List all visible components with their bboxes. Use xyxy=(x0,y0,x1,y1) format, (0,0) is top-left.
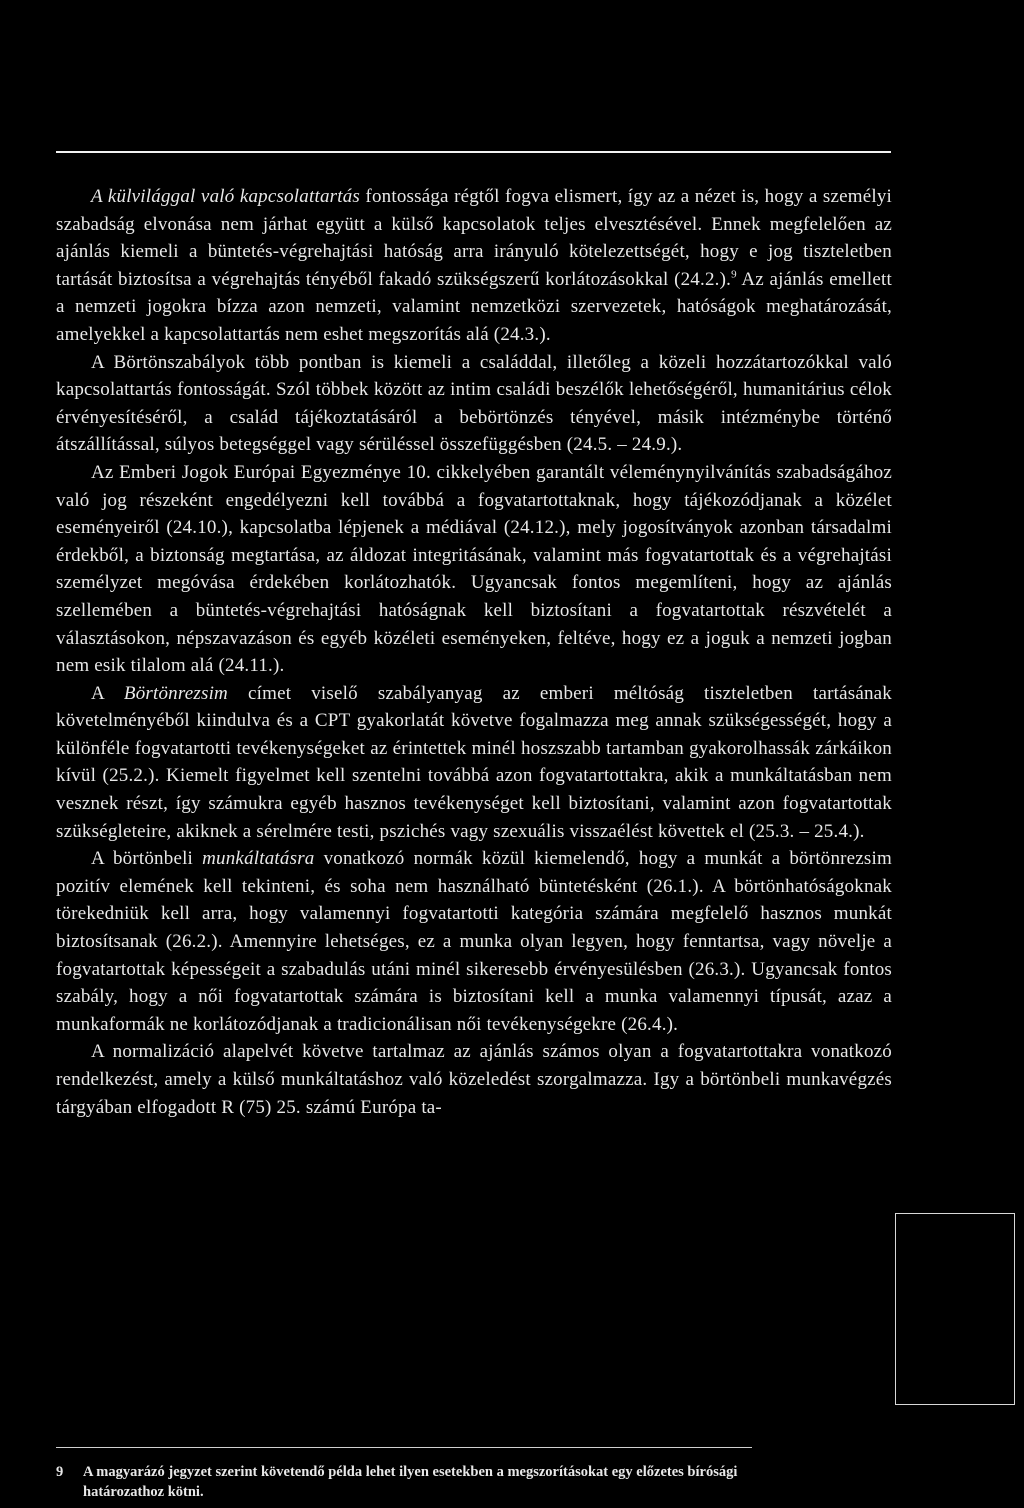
text-run: Az ajánlás emellett a nemzeti jogokra bízza azon nemzeti, valamint nemzetközi szervezetek, hatóságok meghatározását, amelyekkel a kapcsolattartás nem eshet megszorítás alá (24.3.). xyxy=(56,268,892,345)
footnote xyxy=(56,1462,906,1502)
paragraph xyxy=(56,1038,892,1121)
italic-term: munkáltatásra xyxy=(202,848,315,870)
footnote-number: 9 xyxy=(56,1464,64,1480)
text-run: fontossága régtől fogva elismert, így az a nézet is, hogy a személyi szabadság elvonása nem járhat együtt a külső kapcsolatok teljes elvesztésével. Ennek megfelelően az ajánlás kiemeli a büntetés-végrehajtási hatóság arra irányuló kötelezettségét, hogy e jog tiszteletben tartását biztosítsa a végrehajtás tényéből fakadó szükségszerű korlátozásokkal (24.2.). xyxy=(56,186,892,290)
body-text xyxy=(56,183,892,1121)
footnote-text-continued: határozathoz kötni. xyxy=(83,1484,204,1500)
header-rule xyxy=(56,151,891,153)
footnote-text: A magyarázó jegyzet szerint követendő példa lehet ilyen esetekben a megszorításokat egy előzetes bírósági xyxy=(83,1464,738,1480)
text-run: A börtönbeli xyxy=(91,848,203,870)
italic-term: Börtönrezsim xyxy=(123,682,228,704)
text-run: A normalizáció alapelvét követve tartalmaz az ajánlás számos olyan a fogvatartottakra vonatkozó rendelkezést, amely a külső munkáltatáshoz való közeledést szorgalmazza. Igy a börtönbeli munkavégzés tárgyában elfogadott R (75) 25. számú Európa ta- xyxy=(56,1041,892,1118)
text-run: címet viselő szabályanyag az emberi méltóság tiszteletben tartásának követelményéből kiindulva és a CPT gyakorlatát követve fogalmazza meg annak szükségességét, hogy a különféle fogvatartotti tevékenységeket az érintettek minél hoszszabb tartamban gyakorolhassák zárkáikon kívül (25.2.). Kiemelt figyelmet kell szentelni továbbá azon fogvatartottakra, akik a munkáltatásban nem vesznek részt, így számukra egyéb hasznos tevékenységet kell biztosítani, valamint azon fogvatartottak szükségleteire, akiknek a sérelmére testi, pszichés vagy szexuális visszaélést követtek el (25.3. – 25.4.). xyxy=(56,682,892,842)
footnote-reference: 9 xyxy=(731,268,737,281)
paragraph xyxy=(56,183,892,349)
paragraph xyxy=(56,680,892,846)
margin-box xyxy=(895,1213,1015,1405)
text-run: A xyxy=(91,682,124,704)
text-run: Az Emberi Jogok Európai Egyezménye 10. cikkelyében garantált véleménynyilvánítás szabadságához való jog részeként engedélyezni kell továbbá a fogvatartottaknak, hogy tájékozódjanak a közélet eseményeiről (24.10.), kapcsolatba lépjenek a médiával (24.12.), mely jogosítványok azonban társadalmi érdekből, a biztonság megtartása, az áldozat integritásának, valamint más fogvatartottak és a végrehajtási személyzet megóvása érdekében korlátozhatók. Ugyancsak fontos megemlíteni, hogy az ajánlás szellemében a büntetés-végrehajtási hatóságnak kell biztosítani a fogvatartottak részvételét a választásokon, népszavazáson és egyéb közéleti eseményeken, feltéve, hogy ez a joguk a nemzeti jogban nem esik tilalom alá (24.11.). xyxy=(56,461,892,677)
paragraph xyxy=(56,845,892,1038)
paragraph xyxy=(56,459,892,680)
italic-term: A külvilággal való kapcsolattartás xyxy=(91,186,361,207)
footnote-rule xyxy=(56,1447,752,1448)
text-run: vonatkozó normák közül kiemelendő, hogy a munkát a börtönrezsim pozitív elemének kell tekinteni, és soha nem használható büntetésként (26.1.). A börtönhatóságoknak törekedniük kell arra, hogy valamennyi fogvatartotti kategória számára megfelelő hasznos munkát biztosítsanak (26.2.). Amennyire lehetséges, ez a munka olyan legyen, hogy fenntartsa, vagy növelje a fogvatartottak képességeit a szabadulás utáni minél sikeresebb érvényesülésben (26.3.). Ugyancsak fontos szabály, hogy a női fogvatartottak számára is biztosítani kell a munka valamennyi típusát, azaz a munkaformák ne korlátozódjanak a tradicionálisan női tevékenységekre (26.4.). xyxy=(56,848,892,1035)
paragraph xyxy=(56,349,892,459)
text-run: A Börtönszabályok több pontban is kiemeli a családdal, illetőleg a közeli hozzátartozókkal való kapcsolattartás fontosságát. Szól többek között az intim családi beszélők lehetőségéről, humanitárius célok érvényesítéséről, a család tájékoztatásáról a bebörtönzés tényével, másik intézménybe történő átszállítással, súlyos betegséggel vagy sérüléssel összefüggésben (24.5. – 24.9.). xyxy=(56,351,892,456)
